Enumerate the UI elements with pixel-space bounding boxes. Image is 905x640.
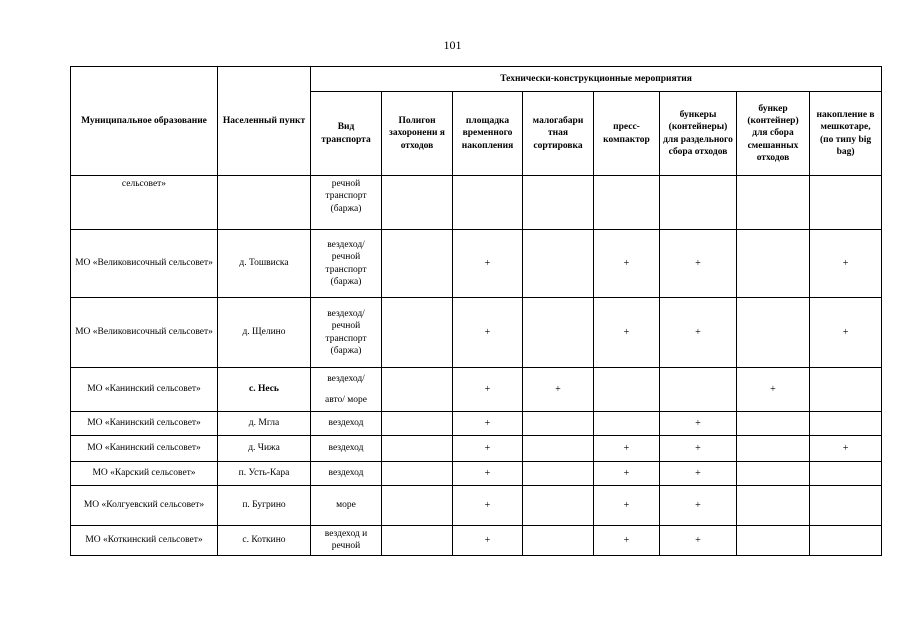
- header-press-compactor: пресс-компактор: [594, 92, 660, 176]
- cell-mark: [523, 526, 594, 556]
- cell-mark: [810, 176, 882, 230]
- cell-mark: [594, 176, 660, 230]
- cell-mark: +: [453, 230, 523, 298]
- table-row: [71, 176, 882, 230]
- cell-mark: [737, 298, 810, 368]
- cell-municipality: МО «Канинский сельсовет»: [71, 368, 218, 412]
- table-row: [71, 368, 882, 412]
- cell-mark: +: [660, 486, 737, 526]
- header-separate-bins: бункеры (контейнеры) для раздельного сбора отходов: [660, 92, 737, 176]
- cell-mark: +: [453, 486, 523, 526]
- transport-line: вездеход/: [327, 374, 365, 385]
- header-landfill: Полигон захоронени я отходов: [382, 92, 453, 176]
- cell-mark: +: [660, 230, 737, 298]
- cell-transport: море: [311, 486, 382, 526]
- cell-mark: [737, 176, 810, 230]
- cell-municipality: сельсовет»: [71, 176, 218, 230]
- cell-mark: +: [737, 368, 810, 412]
- cell-mark: +: [810, 298, 882, 368]
- cell-mark: [594, 412, 660, 436]
- header-mixed-bin: бункер (контейнер) для сбора смешанных отходов: [737, 92, 810, 176]
- cell-mark: [382, 230, 453, 298]
- cell-settlement: п. Усть-Кара: [218, 462, 311, 486]
- cell-mark: +: [453, 436, 523, 462]
- header-municipality: Муниципальное образование: [71, 67, 218, 176]
- cell-mark: [660, 368, 737, 412]
- cell-mark: [737, 526, 810, 556]
- cell-municipality: МО «Канинский сельсовет»: [71, 436, 218, 462]
- cell-mark: +: [660, 412, 737, 436]
- header-small-sorting: малогабари тная сортировка: [523, 92, 594, 176]
- cell-mark: +: [594, 486, 660, 526]
- transport-line: авто/ море: [325, 394, 367, 405]
- header-group: Технически-конструкционные мероприятия: [311, 67, 882, 92]
- cell-mark: [523, 176, 594, 230]
- cell-mark: [523, 298, 594, 368]
- cell-mark: [737, 486, 810, 526]
- cell-mark: [382, 486, 453, 526]
- cell-mark: [523, 230, 594, 298]
- cell-mark: [810, 412, 882, 436]
- cell-mark: [737, 436, 810, 462]
- cell-mark: [453, 176, 523, 230]
- cell-mark: +: [810, 230, 882, 298]
- cell-mark: +: [453, 526, 523, 556]
- cell-transport: вездеход/ речной транспорт (баржа): [311, 298, 382, 368]
- cell-municipality: МО «Коткинский сельсовет»: [71, 526, 218, 556]
- cell-mark: +: [810, 436, 882, 462]
- cell-mark: +: [594, 436, 660, 462]
- cell-mark: [523, 412, 594, 436]
- cell-settlement: [218, 176, 311, 230]
- cell-mark: +: [594, 298, 660, 368]
- table-row: [71, 526, 882, 556]
- cell-transport: вездеход: [311, 462, 382, 486]
- cell-settlement: п. Бугрино: [218, 486, 311, 526]
- cell-settlement: с. Несь: [218, 368, 311, 412]
- cell-settlement: д. Чижа: [218, 436, 311, 462]
- cell-municipality: МО «Карский сельсовет»: [71, 462, 218, 486]
- cell-mark: +: [453, 368, 523, 412]
- cell-mark: [382, 462, 453, 486]
- cell-transport: речной транспорт (баржа): [311, 176, 382, 230]
- cell-mark: [382, 368, 453, 412]
- cell-mark: [810, 526, 882, 556]
- page-number: 101: [443, 38, 462, 52]
- cell-mark: +: [594, 230, 660, 298]
- header-settlement: Населенный пункт: [218, 67, 311, 176]
- table-row: [71, 436, 882, 462]
- cell-mark: [382, 298, 453, 368]
- cell-municipality: МО «Великовисочный сельсовет»: [71, 298, 218, 368]
- measures-table: [70, 66, 882, 556]
- cell-mark: +: [453, 412, 523, 436]
- header-transport: Вид транспорта: [311, 92, 382, 176]
- table-row: [71, 486, 882, 526]
- header-temp-storage: площадка временного накопления: [453, 92, 523, 176]
- cell-mark: +: [660, 526, 737, 556]
- cell-settlement: д. Тошвиска: [218, 230, 311, 298]
- cell-transport: [311, 368, 382, 412]
- cell-mark: +: [660, 298, 737, 368]
- cell-mark: [737, 462, 810, 486]
- cell-mark: +: [660, 436, 737, 462]
- cell-mark: [810, 486, 882, 526]
- cell-transport: вездеход: [311, 436, 382, 462]
- cell-mark: +: [594, 462, 660, 486]
- header-big-bag: накопление в мешкотаре, (по типу big bag): [810, 92, 882, 176]
- cell-mark: +: [453, 298, 523, 368]
- cell-mark: [523, 462, 594, 486]
- cell-mark: +: [660, 462, 737, 486]
- table-row: [71, 298, 882, 368]
- cell-mark: [382, 176, 453, 230]
- cell-municipality: МО «Колгуевский сельсовет»: [71, 486, 218, 526]
- cell-mark: [382, 436, 453, 462]
- cell-mark: +: [523, 368, 594, 412]
- cell-mark: [660, 176, 737, 230]
- cell-mark: +: [453, 462, 523, 486]
- cell-mark: [737, 412, 810, 436]
- cell-mark: +: [594, 526, 660, 556]
- table-row: [71, 230, 882, 298]
- cell-municipality: МО «Великовисочный сельсовет»: [71, 230, 218, 298]
- cell-transport: вездеход и речной: [311, 526, 382, 556]
- cell-transport: вездеход/ речной транспорт (баржа): [311, 230, 382, 298]
- cell-transport: вездеход: [311, 412, 382, 436]
- cell-settlement: д. Щелино: [218, 298, 311, 368]
- cell-settlement: д. Мгла: [218, 412, 311, 436]
- cell-mark: [594, 368, 660, 412]
- cell-mark: [737, 230, 810, 298]
- cell-mark: [523, 486, 594, 526]
- cell-mark: [382, 526, 453, 556]
- table-row: [71, 412, 882, 436]
- table-row: [71, 462, 882, 486]
- cell-mark: [810, 462, 882, 486]
- cell-mark: [810, 368, 882, 412]
- cell-municipality: МО «Канинский сельсовет»: [71, 412, 218, 436]
- cell-settlement: с. Коткино: [218, 526, 311, 556]
- cell-mark: [382, 412, 453, 436]
- cell-mark: [523, 436, 594, 462]
